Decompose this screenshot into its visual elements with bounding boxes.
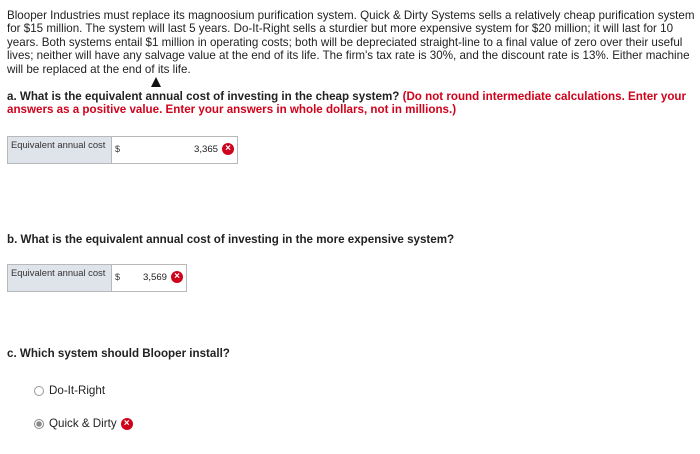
radio-button[interactable] bbox=[34, 386, 44, 396]
question-a-text: a. What is the equivalent annual cost of investing in the cheap system? bbox=[7, 90, 400, 103]
answer-table-a bbox=[7, 136, 238, 164]
mouse-cursor-icon bbox=[151, 77, 161, 87]
question-b bbox=[7, 233, 454, 246]
answer-a-label: Equivalent annual cost bbox=[8, 137, 112, 163]
question-b-text: b. What is the equivalent annual cost of investing in the more expensive system? bbox=[7, 233, 455, 246]
incorrect-x-icon: × bbox=[171, 271, 183, 283]
answer-b-label: Equivalent annual cost bbox=[8, 265, 112, 291]
answer-table-b bbox=[7, 264, 187, 292]
option-do-it-right[interactable] bbox=[34, 384, 105, 397]
answer-a-field[interactable] bbox=[112, 137, 237, 163]
currency-symbol: $ bbox=[115, 144, 121, 154]
option-quick-and-dirty[interactable] bbox=[34, 417, 133, 430]
currency-symbol: $ bbox=[115, 272, 121, 282]
radio-button-selected[interactable] bbox=[34, 419, 44, 429]
problem-statement: Blooper Industries must replace its magnoosium purification system. Quick & Dirty Systems sells a relatively cheap purification system for $15 million. The system will last 5 years. Do-It-Right sells a sturdier but more expensive system for $20 million; it will last for 10 years. Both systems entail $1 million in operating costs; both will be depreciated straight-line to a final value of zero over their useful lives; neither will have any salvage value at the end of its life. The firm's tax rate is 30%, and the discount rate is 13%. Either machine will be replaced at the end of its life. bbox=[7, 9, 695, 76]
question-a bbox=[7, 90, 695, 117]
question-c bbox=[7, 347, 230, 360]
answer-b-field[interactable] bbox=[112, 265, 186, 291]
incorrect-x-icon: × bbox=[121, 418, 133, 430]
answer-b-value: 3,569 bbox=[142, 272, 167, 283]
answer-a-value: 3,365 bbox=[193, 144, 218, 155]
question-c-text: c. Which system should Blooper install? bbox=[7, 347, 230, 360]
incorrect-x-icon: × bbox=[222, 143, 234, 155]
question-a-instruction: (Do not round intermediate calculations. Enter your answers as a positive value. Enter your answers in whole dollars, not in millions.) bbox=[7, 90, 687, 117]
option-label: Do-It-Right bbox=[49, 384, 106, 397]
option-label: Quick & Dirty bbox=[49, 417, 117, 430]
